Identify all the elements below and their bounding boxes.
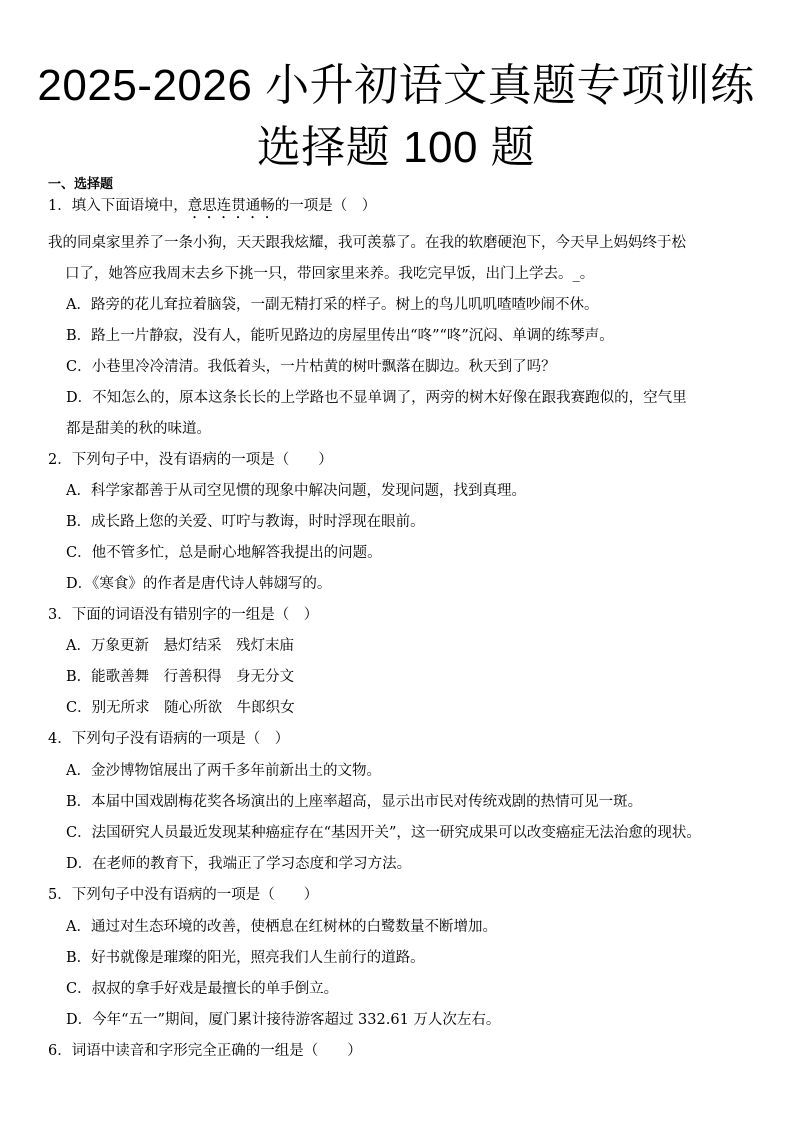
question-1-passage-line1: 我的同桌家里养了一条小狗，天天跟我炫耀，我可羡慕了。在我的软磨硬泡下，今天早上妈妈终于松 [48,235,686,251]
question-6-stem: 6．词语中读音和字形完全正确的一组是（ ） [48,1043,362,1059]
question-4-stem: 4．下列句子没有语病的一项是（ ） [48,731,290,747]
question-1-stem-dotted: 意思连贯通畅 [187,198,275,214]
question-4-option-a: A．金沙博物馆展出了两千多年前新出土的文物。 [66,763,381,779]
question-1-passage-line2: 口了，她答应我周末去乡下挑一只，带回家里来养。我吃完早饭，出门上学去。_。 [65,266,595,282]
question-2-option-c: C．他不管多忙，总是耐心地解答我提出的问题。 [66,545,382,561]
question-5-option-b: B．好书就像是璀璨的阳光，照亮我们人生前行的道路。 [66,950,425,966]
question-1-option-d-line1: D．不知怎么的，原本这条长长的上学路也不显单调了，两旁的树木好像在跟我赛跑似的，空气里 [66,390,687,406]
document-title-line1: 2025-2026 小升初语文真题专项训练 [37,61,755,110]
question-1-option-b: B．路上一片静寂，没有人，能听见路边的房屋里传出“咚”“咚”沉闷、单调的练琴声。 [66,328,614,344]
question-1-stem-post: 的一项是（ ） [274,198,377,214]
question-1-stem [48,196,376,222]
question-1-option-a: A．路旁的花儿耷拉着脑袋，一副无精打采的样子。树上的鸟儿叽叽喳喳吵闹不休。 [66,297,599,313]
question-4-option-b: B．本届中国戏剧梅花奖各场演出的上座率超高，显示出市民对传统戏剧的热情可见一斑。 [66,794,643,810]
question-1-option-d-line2: 都是甜美的秋的味道。 [66,421,211,437]
question-5-option-a: A．通过对生态环境的改善，使栖息在红树林的白鹭数量不断增加。 [66,919,497,935]
question-5-option-d: D．今年“五一”期间，厦门累计接待游客超过 332.61 万人次左右。 [66,1012,501,1028]
question-3-stem: 3．下面的词语没有错别字的一组是（ ） [48,607,319,623]
question-2-option-b: B．成长路上您的关爱、叮咛与教诲，时时浮现在眼前。 [66,514,425,530]
section-heading: 一、选择题 [48,177,114,192]
question-4-option-c: C．法国研究人员最近发现某种癌症存在“基因开关”，这一研究成果可以改变癌症无法治愈的现状。 [66,825,701,841]
question-2-option-d: D．《寒食》的作者是唐代诗人韩翃写的。 [66,576,332,592]
question-3-option-b: B．能歌善舞 行善积得 身无分文 [66,669,295,685]
document-title-line2: 选择题 100 题 [256,123,536,172]
question-3-option-c: C．别无所求 随心所欲 牛郎织女 [66,700,295,716]
question-5-option-c: C．叔叔的拿手好戏是最擅长的单手倒立。 [66,981,339,997]
question-2-stem: 2．下列句子中，没有语病的一项是（ ） [48,452,333,468]
question-3-option-a: A．万象更新 悬灯结采 残灯末庙 [66,638,294,654]
question-5-stem: 5．下列句子中没有语病的一项是（ ） [48,887,319,903]
question-1-stem-pre: 1．填入下面语境中， [48,198,188,214]
question-2-option-a: A．科学家都善于从司空见惯的现象中解决问题，发现问题，找到真理。 [66,483,526,499]
question-1-option-c: C．小巷里冷冷清清。我低着头，一片枯黄的树叶飘落在脚边。秋天到了吗？ [66,359,556,375]
question-4-option-d: D．在老师的教育下，我端正了学习态度和学习方法。 [66,856,412,872]
